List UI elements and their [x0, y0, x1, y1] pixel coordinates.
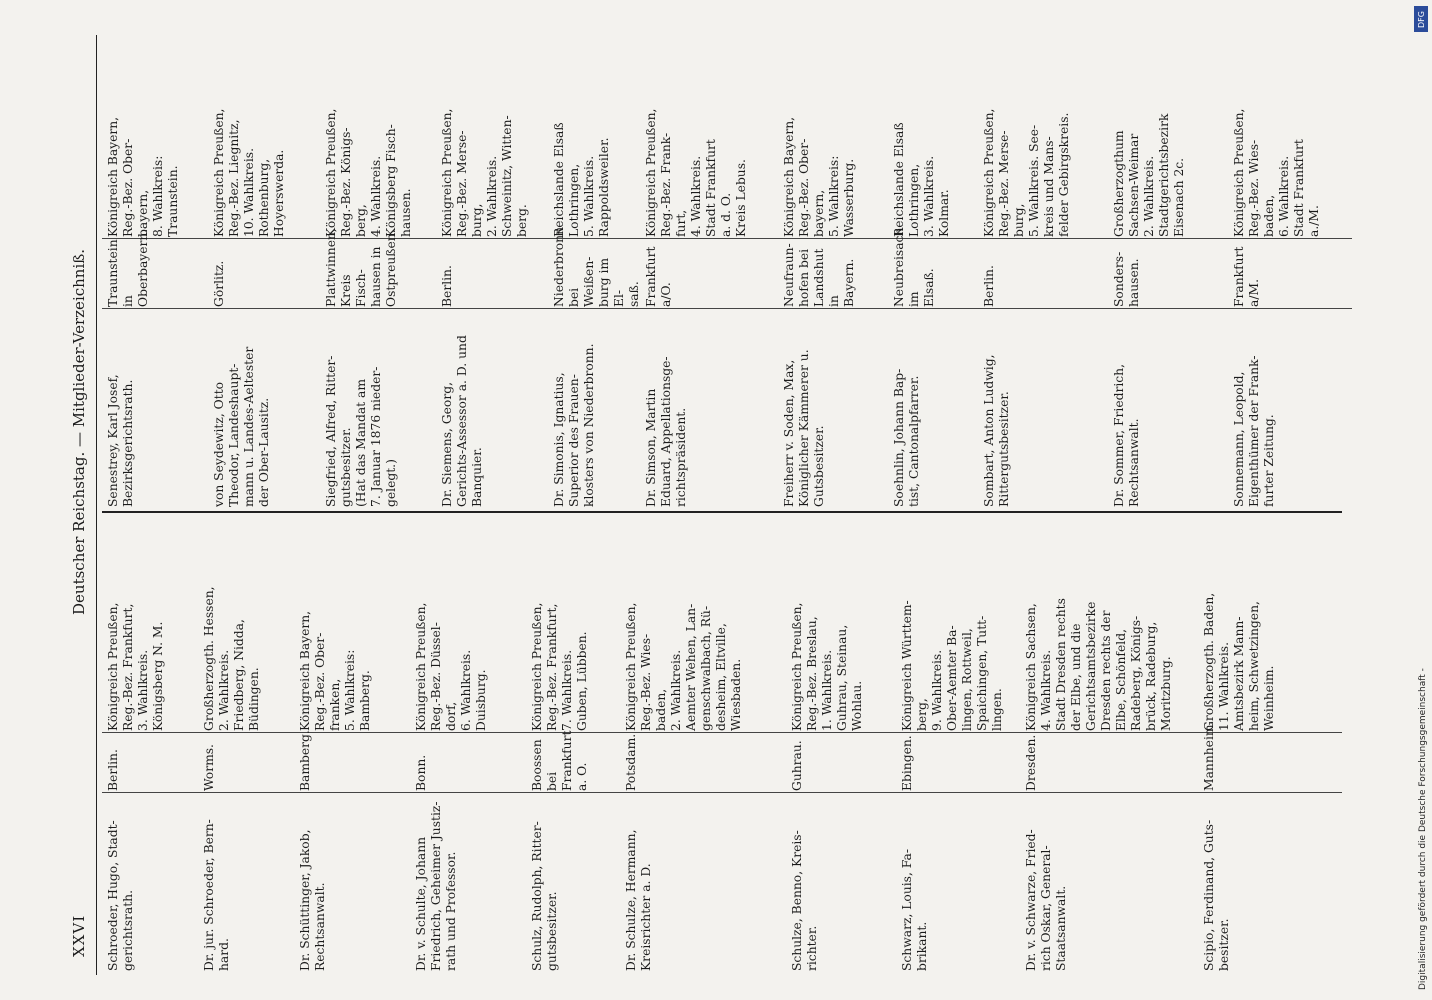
- member-name: Dr. Schulze, Hermann, Kreisrichter a. D.: [624, 829, 653, 971]
- column-divider: [102, 732, 1342, 733]
- member-residence: Berlin.: [982, 265, 996, 307]
- member-residence: Plattwinnen, Kreis Fisch- hausen in Ostpreußen.: [324, 228, 398, 307]
- member-district: Reichslande Elsaß Lothringen, 5. Wahlkreis. Rappoldsweiler.: [552, 122, 611, 237]
- right-half-table: [102, 45, 1352, 513]
- member-district: Königreich Preußen, Reg.-Bez. Merse- burg, 5. Wahlkreis. See- kreis und Mans- felder Gebirgskreis.: [982, 108, 1071, 237]
- left-half-table: [102, 511, 1342, 975]
- member-district: Königreich Sachsen, 4. Wahlkreis. Stadt Dresden rechts der Elbe, und die Gerichtsamtsbezirke Dresden rechts der Elbe, Schönfeld, Radeberg, Königs- brück, Radeburg, Moritzburg.: [1024, 598, 1173, 731]
- column-divider: [102, 792, 1342, 793]
- member-name: Schulze, Benno, Kreis- richter.: [790, 830, 819, 971]
- member-residence: Frankfurt a/M.: [1232, 246, 1261, 307]
- header-rule: [96, 35, 97, 975]
- member-residence: Potsdam.: [624, 733, 638, 791]
- member-name: von Seydewitz, Otto Theodor, Landeshaupt- mann u. Landes-Aeltester der Ober-Lausitz.: [212, 346, 271, 507]
- member-district: Königreich Bayern, Reg.-Bez. Ober- bayern, 5. Wahlkreis: Wasserburg.: [782, 116, 856, 237]
- column-divider: [102, 238, 1352, 239]
- member-residence: Dresden.: [1024, 734, 1038, 791]
- member-district: Königreich Preußen, Reg.-Bez. Königs- berg, 4. Wahlkreis. Königsberg Fisch- hausen.: [324, 108, 413, 237]
- member-name: Dr. v. Schulte, Johann Friedrich, Geheimer Justiz- rath und Professor.: [414, 801, 458, 971]
- member-district: Königreich Preußen, Reg.-Bez. Merse- burg, 2. Wahlkreis. Schweinitz, Witten- berg.: [440, 108, 529, 237]
- column-divider: [102, 308, 1352, 309]
- member-district: Königreich Bayern, Reg.-Bez. Ober- bayern, 8. Wahlkreis: Traunstein.: [106, 116, 180, 237]
- member-name: Dr. jur. Schroeder, Bern- hard.: [202, 819, 231, 971]
- member-district: Königreich Preußen, Reg.-Bez. Düssel- dorf, 6. Wahlkreis. Duisburg.: [414, 602, 488, 731]
- member-residence: Berlin.: [440, 265, 454, 307]
- dfg-logo: [1414, 6, 1428, 32]
- member-district: Königreich Preußen, Reg.-Bez. Frank- furt, 4. Wahlkreis. Stadt Frankfurt a. d. O. Kreis Lebus.: [644, 108, 748, 237]
- member-district: Großherzogth. Hessen, 2. Wahlkreis. Friedberg, Nidda, Büdingen.: [202, 586, 261, 731]
- member-residence: Bamberg.: [298, 730, 312, 791]
- member-district: Königreich Württem- berg, 9. Wahlkreis. Ober-Aemter Ba- lingen, Rottweil, Spaichingen, Tutt- lingen.: [900, 600, 1004, 731]
- member-name: Schroeder, Hugo, Stadt- gerichtsrath.: [106, 820, 135, 971]
- member-district: Königreich Bayern, Reg.-Bez. Ober- franken, 5. Wahlkreis: Bamberg.: [298, 610, 372, 731]
- member-name: Dr. Simonis, Ignatius, Superior des Frauen- klosters von Niederbronn.: [552, 343, 596, 507]
- member-name: Schwarz, Louis, Fa- brikant.: [900, 849, 929, 971]
- member-district: Königreich Preußen, Reg.-Bez. Frankfurt, 3. Wahlkreis. Königsberg N. M.: [106, 602, 165, 731]
- member-residence: Berlin.: [106, 749, 120, 791]
- member-residence: Neufraun- hofen bei Landshut in Bayern.: [782, 243, 856, 307]
- member-name: Dr. Siemens, Georg, Gerichts-Assessor a. D. und Banquier.: [440, 335, 484, 507]
- credit-text: Digitalisierung gefördert durch die Deutsche Forschungsgemeinschaft -: [1418, 668, 1428, 990]
- member-residence: Niederbronn bei Weißen- burg im El- saß.: [552, 227, 641, 307]
- member-district: Reichslande Elsaß Lothringen, 3. Wahlkreis. Kolmar.: [892, 122, 951, 237]
- member-district: Königreich Preußen, Reg.-Bez. Wies- baden, 6. Wahlkreis. Stadt Frankfurt a./M.: [1232, 108, 1321, 237]
- member-district: Königreich Preußen, Reg.-Bez. Frankfurt, 7. Wahlkreis. Guben, Lübben.: [530, 602, 589, 731]
- member-residence: Worms.: [202, 744, 216, 791]
- member-district: Königreich Preußen, Reg.-Bez. Liegnitz, 10. Wahlkreis. Rothenburg, Hoyerswerda.: [212, 108, 286, 237]
- member-name: Senestrey, Karl Josef, Bezirksgerichtsrath.: [106, 374, 135, 507]
- member-name: Schulz, Rudolph, Ritter- gutsbesitzer.: [530, 821, 559, 971]
- member-name: Scipio, Ferdinand, Guts- besitzer.: [1202, 819, 1231, 971]
- member-name: Sonnemann, Leopold, Eigenthümer der Frank- furter Zeitung.: [1232, 355, 1276, 507]
- member-district: Großherzogth. Baden, 11. Wahlkreis. Amtsbezirk Mann- heim, Schwetzingen, Weinheim.: [1202, 592, 1276, 731]
- member-name: Dr. Sommer, Friedrich, Rechtsanwalt.: [1112, 364, 1141, 507]
- page-title: Deutscher Reichstag. — Mitglieder-Verzeichniß.: [70, 248, 88, 615]
- member-district: Königreich Preußen, Reg.-Bez. Wies- baden, 2. Wahlkreis. Aemter Wehen, Lan- genschwalbach, Rü- desheim, Eltville, Wiesbaden.: [624, 602, 743, 731]
- member-residence: Görlitz.: [212, 260, 226, 307]
- member-residence: Frankfurt a/O.: [644, 246, 673, 307]
- member-residence: Traunstein in Oberbayern.: [106, 228, 150, 307]
- page-number: XXVI: [70, 914, 88, 957]
- member-residence: Sonders- hausen.: [1112, 251, 1141, 307]
- rotated-page: [58, 45, 1398, 975]
- digitization-credit: [1410, 0, 1432, 1000]
- member-name: Dr. v. Schwarze, Fried- rich Oskar, General- Staatsanwalt.: [1024, 829, 1068, 971]
- member-name: Sombart, Anton Ludwig, Rittergutsbesitzer.: [982, 354, 1011, 507]
- member-name: Soehnlin, Johann Bap- tist, Cantonalpfarrer.: [892, 368, 921, 507]
- member-residence: Neubreisach im Elsaß.: [892, 227, 936, 307]
- member-name: Freiherr v. Soden, Max, Königlicher Kämmerer u. Gutsbesitzer.: [782, 349, 826, 507]
- member-residence: Bonn.: [414, 754, 428, 791]
- member-district: Königreich Preußen, Reg.-Bez. Breslau, 1. Wahlkreis. Guhrau, Steinau, Wohlau.: [790, 602, 864, 731]
- dfg-logo-text: DFG: [1416, 10, 1426, 28]
- member-residence: Ebingen.: [900, 735, 914, 791]
- member-name: Dr. Schüttinger, Jakob, Rechtsanwalt.: [298, 829, 327, 971]
- member-name: Dr. Simson, Martin Eduard, Appellationsge- richtspräsident.: [644, 356, 688, 507]
- member-name: Siegfried, Alfred, Ritter- gutsbesitzer. (Hat das Mandat am 7. Januar 1876 nieder- gelegt.): [324, 355, 398, 507]
- page-header: [58, 45, 100, 975]
- member-residence: Boossen bei Frankfurt a. O.: [530, 730, 589, 791]
- member-district: Großherzogthum Sachsen-Weimar 2. Wahlkreis. Stadtgerichtsbezirk Eisenach 2c.: [1112, 113, 1186, 237]
- member-residence: Guhrau.: [790, 740, 804, 791]
- member-residence: Mannheim.: [1202, 720, 1216, 791]
